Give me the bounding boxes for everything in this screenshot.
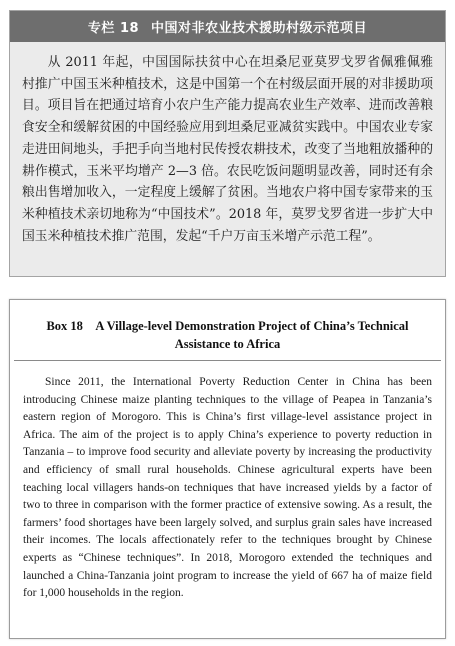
english-feature-box	[9, 299, 446, 639]
english-box-heading	[10, 300, 445, 353]
chinese-feature-box	[9, 10, 446, 277]
chinese-box-header	[10, 11, 445, 42]
chinese-box-label: 专栏 18	[87, 21, 140, 36]
english-box-title: A Village-level Demonstration Project of China’s Technical Assistance to Africa	[95, 319, 409, 351]
english-box-label: Box 18	[46, 319, 83, 333]
chinese-box-title: 中国对非农业技术援助村级示范项目	[151, 21, 368, 36]
english-box-body: Since 2011, the International Poverty Reduction Center in China has been introducing Chinese maize planting techniques to the village of Peapea in Tanzania’s eastern region of Morogoro. This is China’s first village-level assistance project in Africa. The aim of the project is to apply China’s experience to poverty reduction in Tanzania – to improve food security and alleviate poverty by increasing the productivity and efficiency of small rural households. Chinese agricultural experts have been teaching local villagers hands-on techniques that have increased yields by a factor of two to three in comparison with the former practice of extensive sowing. As a result, the farmers’ food shortages have been largely solved, and surplus grain sales have increased their incomes. The locals affectionately refer to the techniques brought by Chinese experts as “Chinese techniques”. In 2018, Morogoro extended the techniques and launched a China-Tanzania joint program to increase the yield of 667 ha of maize field for 1,000 households in the region.	[23, 376, 432, 600]
chinese-box-body: 从 2011 年起，中国国际扶贫中心在坦桑尼亚莫罗戈罗省佩雅佩雅村推广中国玉米种植技术，这是中国第一个在村级层面开展的对非援助项目。项目旨在把通过培育小农户生产能力提高农业生产效率、进而改善粮食安全和缓解贫困的中国经验应用到坦桑尼亚减贫实践中。中国农业专家走进田间地头，手把手向当地村民传授农耕技术，改变了当地粗放播种的耕作模式，玉米平均增产 2—3 倍。农民吃饭问题明显改善，同时还有余粮出售增加收入，一定程度上缓解了贫困。当地农户将中国专家带来的玉米种植技术亲切地称为“中国技术”。2018 年，莫罗戈罗省进一步扩大中国玉米种植技术推广范围，发起“千户万亩玉米增产示范工程”。	[22, 55, 433, 244]
